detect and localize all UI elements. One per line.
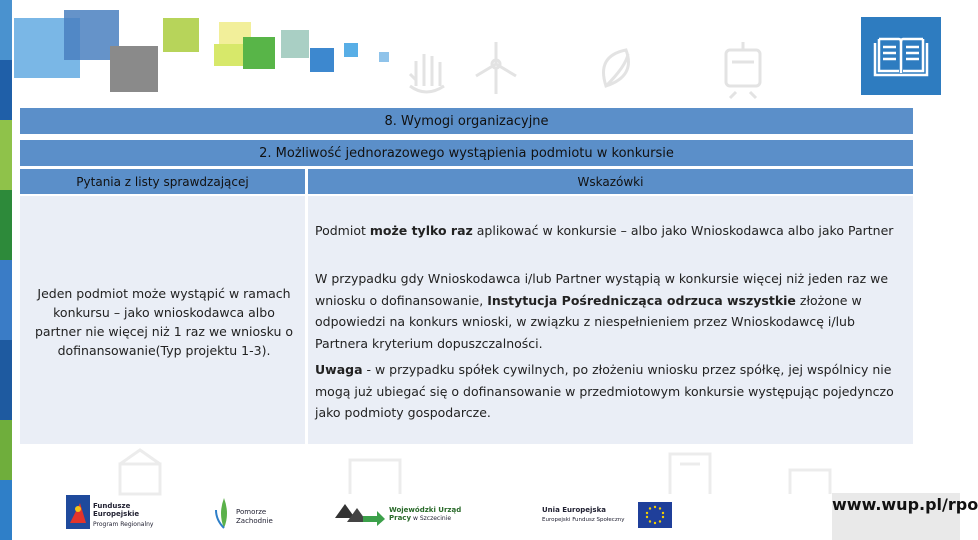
hint-bold: może tylko raz <box>369 223 473 238</box>
logo-text: Zachodnie <box>236 517 273 525</box>
logo-text: Fundusze <box>93 502 131 510</box>
decor-stripe <box>0 0 12 60</box>
decor-stripe <box>0 190 12 260</box>
hint-paragraph-3 <box>315 359 905 424</box>
hint-bold: Uwaga <box>315 362 363 377</box>
logo-text: Europejski Fundusz Społeczny <box>542 517 625 523</box>
col-left-header: Pytania z listy sprawdzającej <box>20 169 305 194</box>
decor-square <box>379 52 389 62</box>
decor-stripe <box>0 60 12 120</box>
decor-stripe <box>0 480 12 540</box>
hint-text: Podmiot <box>315 223 370 238</box>
logo-pomorze-zachodnie <box>214 492 284 532</box>
eu-flag-icon <box>638 502 672 528</box>
checklist-question: Jeden podmiot może wystąpić w ramach konkursu – jako wnioskodawca albo partner nie więcej niż 1 raz we wniosku o dofinansowanie(Typ projektu 1-3). <box>34 286 294 358</box>
logo-text: Unia Europejska <box>542 506 606 514</box>
logo-text: Europejskie <box>93 510 140 518</box>
turbine-icon <box>476 42 516 94</box>
hint-paragraph-2 <box>315 268 905 354</box>
section-title: 8. Wymogi organizacyjne <box>20 108 913 134</box>
decor-square <box>310 48 334 72</box>
decor-square <box>214 44 244 66</box>
hand-icon <box>410 54 444 92</box>
hint-text: złożone w odpowiedzi na konkurs wnioski, w związku z niespełnieniem przez Wnioskodawcę i/lub Partnera kryterium dopuszczalności. <box>315 292 862 351</box>
leaf-icon <box>604 50 629 86</box>
tram-icon <box>726 42 760 98</box>
hint-bold: Instytucja Pośrednicząca odrzuca wszystkie <box>487 292 796 308</box>
footer-url[interactable]: www.wup.pl/rpo <box>832 493 960 540</box>
logo-text: w Szczecinie <box>413 515 452 522</box>
logo-fundusze-europejskie <box>66 492 156 532</box>
footer-decor-icons <box>100 440 840 500</box>
decor-stripe <box>0 340 12 420</box>
book-icon <box>861 17 941 95</box>
col-right-header: Wskazówki <box>308 169 913 194</box>
theme-icons <box>396 36 796 96</box>
logo-text: Wojewódzki Urząd Pracy <box>389 506 462 522</box>
fe-logo-icon <box>66 495 90 529</box>
decor-square <box>281 30 309 58</box>
hint-paragraph-1 <box>315 220 905 242</box>
hint-text: W przypadku gdy Wnioskodawca i/lub Partner wystąpią w konkursie więcej niż jeden raz we wniosku o dofinansowanie, <box>315 271 889 308</box>
decor-square <box>344 43 358 57</box>
logo-text: Pomorze <box>236 508 267 516</box>
decor-square <box>110 46 158 92</box>
decor-stripe <box>0 260 12 340</box>
logo-unia-europejska <box>540 492 680 532</box>
subsection-title: 2. Możliwość jednorazowego wystąpienia podmiotu w konkursie <box>20 140 913 166</box>
decor-stripe <box>0 120 12 190</box>
decor-square <box>163 18 199 52</box>
decor-square <box>243 37 275 69</box>
book-icon-box <box>861 17 941 95</box>
logo-wup-szczecin <box>333 492 483 532</box>
hint-text: - w przypadku spółek cywilnych, po złożeniu wniosku przez spółkę, jej wspólnicy nie mogą już ubiegać się o dofinansowanie w przedmiotowym konkursie występując pojedynczo jako podmioty gospodarcze. <box>315 362 894 420</box>
pz-logo-icon <box>214 494 234 530</box>
wup-logo-icon <box>333 498 385 528</box>
decor-stripe <box>0 420 12 480</box>
logo-text: Program Regionalny <box>93 521 154 528</box>
hint-text: aplikować w konkursie – albo jako Wnioskodawca albo jako Partner <box>472 223 894 238</box>
